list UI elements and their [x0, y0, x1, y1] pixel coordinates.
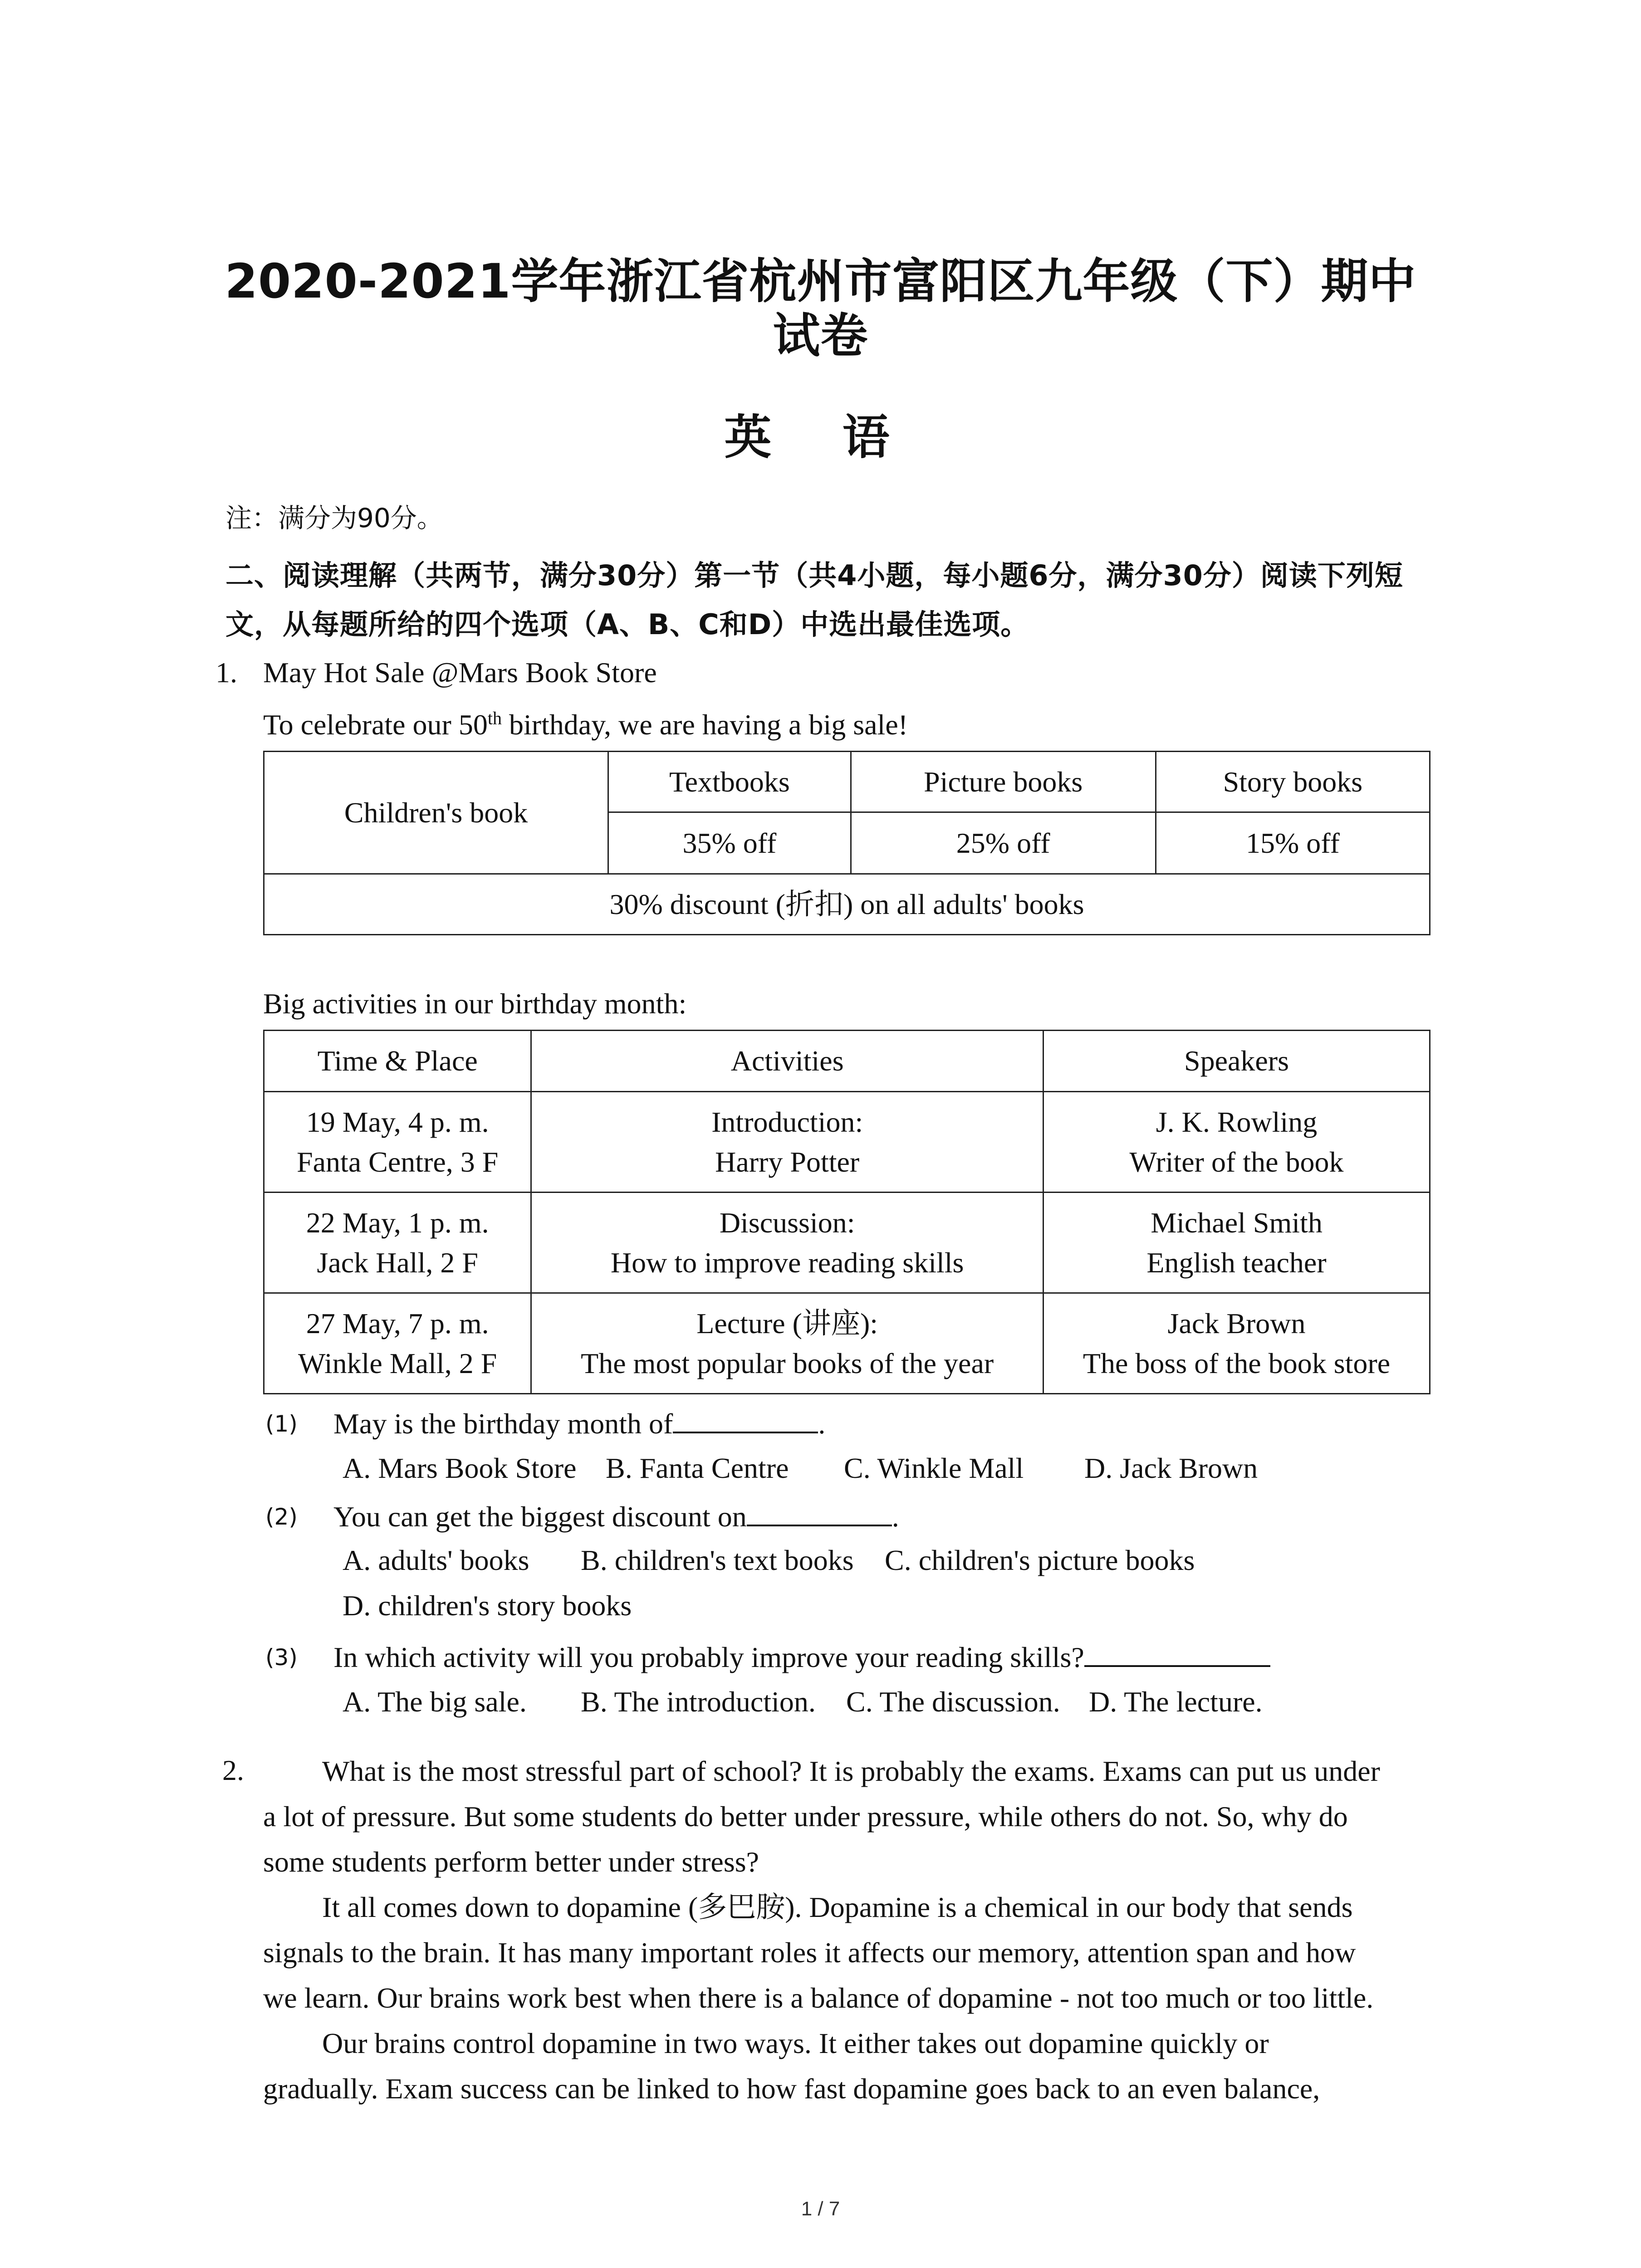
subquestion-1-stem: May is the birthday month of .: [333, 1406, 825, 1441]
doc-title-line2: 试卷: [773, 308, 868, 363]
question-1-title: May Hot Sale @Mars Book Store: [263, 656, 657, 689]
page-number: 1 / 7: [801, 2198, 840, 2220]
speaker-role: The boss of the book store: [1083, 1347, 1391, 1379]
sale-header-story-books: Story books: [1156, 752, 1430, 812]
doc-title-line1: 2020-2021学年浙江省杭州市富阳区九年级（下）期中: [225, 254, 1416, 309]
section-instruction: [225, 551, 1450, 649]
option-a[interactable]: A. Mars Book Store: [343, 1452, 577, 1484]
subquestion-2-stem: You can get the biggest discount on .: [333, 1499, 899, 1534]
question-1-number: 1.: [216, 656, 237, 689]
activity-place: Fanta Centre, 3 F: [296, 1145, 499, 1178]
score-note: 注：满分为90分。: [225, 503, 443, 533]
activity-topic: Harry Potter: [715, 1145, 860, 1178]
speaker-name: Jack Brown: [1167, 1307, 1306, 1339]
subquestion-3-stem: In which activity will you probably improve your reading skills?: [333, 1640, 1270, 1675]
activity-place: Winkle Mall, 2 F: [298, 1347, 497, 1379]
option-d[interactable]: D. The lecture.: [1089, 1686, 1263, 1718]
answer-blank[interactable]: [1084, 1640, 1270, 1667]
option-b[interactable]: B. The introduction.: [581, 1686, 816, 1718]
question-2-passage: [263, 1749, 1443, 2112]
activities-table: [263, 1030, 1430, 1394]
passage-line: we learn. Our brains work best when there is a balance of dopamine - not too much or too little.: [263, 1982, 1374, 2014]
passage-line: What is the most stressful part of school? It is probably the exams. Exams can put us under: [322, 1755, 1380, 1787]
subquestion-3-number: (3): [265, 1644, 298, 1671]
table-row: [264, 1193, 1430, 1293]
sale-discount-textbooks: 35% off: [608, 812, 851, 874]
passage-line: It all comes down to dopamine (多巴胺). Dopamine is a chemical in our body that sends: [322, 1891, 1353, 1923]
passage-line: a lot of pressure. But some students do better under pressure, while others do not. So, why do: [263, 1800, 1348, 1833]
option-b[interactable]: B. Fanta Centre: [606, 1452, 789, 1484]
sale-table: [263, 751, 1430, 935]
activity-type: Introduction:: [711, 1105, 863, 1138]
question-2-number: 2.: [222, 1754, 244, 1786]
childrens-book-label: Children's book: [264, 752, 608, 874]
subject-heading: 英 语: [724, 410, 917, 465]
question-1-intro: To celebrate our 50th birthday, we are having a big sale!: [263, 708, 908, 741]
subquestion-1-number: (1): [265, 1411, 298, 1437]
option-c[interactable]: C. The discussion.: [846, 1686, 1060, 1718]
option-c[interactable]: C. Winkle Mall: [844, 1452, 1024, 1484]
activity-time: 19 May, 4 p. m.: [306, 1105, 489, 1138]
activities-header-speakers: Speakers: [1043, 1031, 1430, 1092]
activities-intro: Big activities in our birthday month:: [263, 987, 687, 1020]
activity-time: 22 May, 1 p. m.: [306, 1206, 489, 1239]
passage-line: Our brains control dopamine in two ways. It either takes out dopamine quickly or: [322, 2027, 1269, 2059]
option-d[interactable]: D. Jack Brown: [1084, 1452, 1258, 1484]
sale-discount-story-books: 15% off: [1156, 812, 1430, 874]
table-row: [264, 1092, 1430, 1193]
activities-header-activities: Activities: [531, 1031, 1043, 1092]
sale-header-textbooks: Textbooks: [608, 752, 851, 812]
option-c[interactable]: C. children's picture books: [885, 1544, 1195, 1576]
activity-place: Jack Hall, 2 F: [317, 1246, 478, 1279]
speaker-role: Writer of the book: [1129, 1145, 1344, 1178]
adult-discount-row: 30% discount (折扣) on all adults' books: [264, 874, 1430, 935]
passage-line: some students perform better under stress?: [263, 1846, 759, 1878]
answer-blank[interactable]: [747, 1499, 892, 1526]
option-a[interactable]: A. adults' books: [343, 1544, 529, 1576]
sale-header-picture-books: Picture books: [851, 752, 1156, 812]
answer-blank[interactable]: [673, 1406, 818, 1433]
table-row: [264, 1293, 1430, 1394]
passage-line: gradually. Exam success can be linked to how fast dopamine goes back to an even balance,: [263, 2072, 1320, 2105]
activity-topic: How to improve reading skills: [610, 1246, 964, 1279]
subquestion-2-number: (2): [265, 1504, 298, 1530]
passage-line: signals to the brain. It has many important roles it affects our memory, attention span and how: [263, 1936, 1356, 1969]
section-line-1: 二、阅读理解（共两节，满分30分）第一节（共4小题，每小题6分，满分30分）阅读下列短: [225, 559, 1403, 592]
option-d[interactable]: D. children's story books: [343, 1589, 632, 1622]
speaker-name: J. K. Rowling: [1156, 1105, 1318, 1138]
activity-type: Discussion:: [719, 1206, 855, 1239]
speaker-name: Michael Smith: [1151, 1206, 1323, 1239]
activity-type: Lecture (讲座):: [696, 1307, 878, 1339]
section-line-2: 文，从每题所给的四个选项（A、B、C和D）中选出最佳选项。: [225, 608, 1029, 641]
activity-topic: The most popular books of the year: [581, 1347, 994, 1379]
activities-header-time-place: Time & Place: [264, 1031, 531, 1092]
activity-time: 27 May, 7 p. m.: [306, 1307, 489, 1339]
option-b[interactable]: B. children's text books: [581, 1544, 854, 1576]
sale-discount-picture-books: 25% off: [851, 812, 1156, 874]
option-a[interactable]: A. The big sale.: [343, 1686, 527, 1718]
speaker-role: English teacher: [1146, 1246, 1327, 1279]
